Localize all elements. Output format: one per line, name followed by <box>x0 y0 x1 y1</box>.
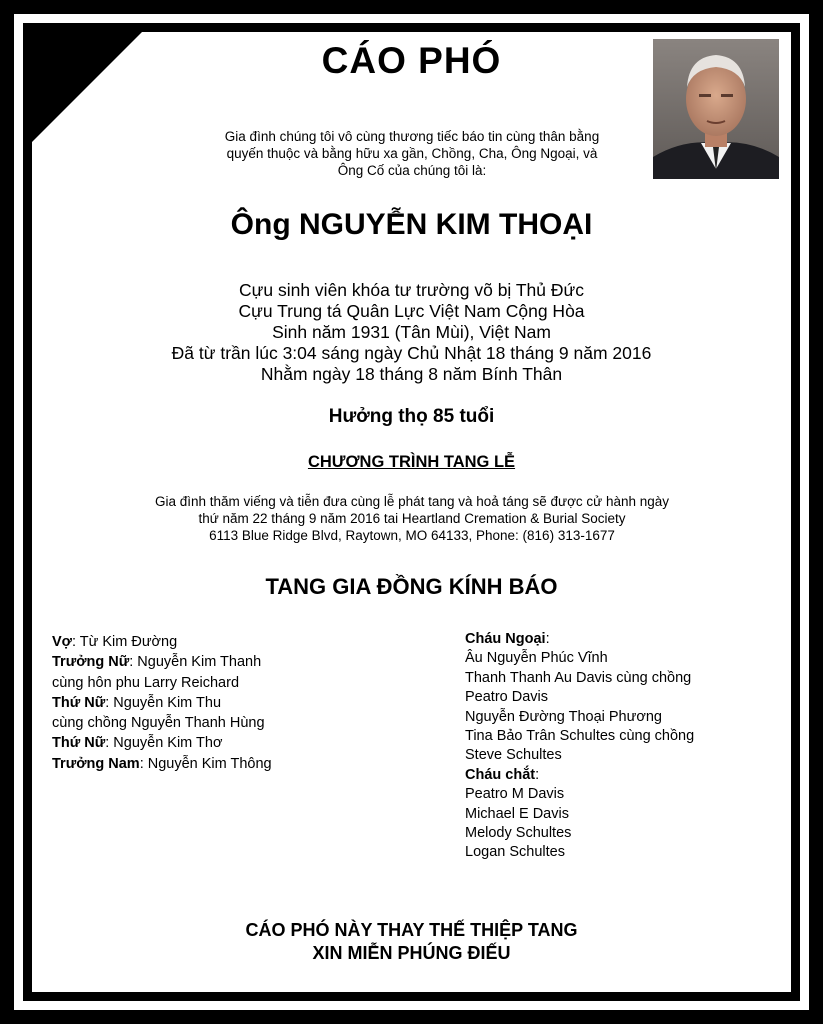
family-row <box>52 652 412 672</box>
family-row <box>52 733 412 753</box>
family-row <box>465 727 775 746</box>
family-row <box>465 766 775 785</box>
relation-separator: : <box>139 755 148 772</box>
family-list-left <box>52 632 412 774</box>
family-row <box>465 824 775 843</box>
relation-separator: : <box>129 654 138 671</box>
deceased-bio <box>32 280 791 385</box>
family-list-right <box>465 630 775 863</box>
relation-label: Thứ Nữ <box>52 735 106 752</box>
program-line: Gia đình thăm viếng và tiễn đưa cùng lễ phát tang và hoả táng sẽ được cử hành ngày <box>154 494 670 509</box>
relative-name: Tina Bảo Trân Schultes cùng chồng <box>465 728 695 745</box>
bio-line: Sinh năm 1931 (Tân Mùi), Việt Nam <box>272 322 551 342</box>
relation-label: Trưởng Nữ <box>52 654 130 671</box>
program-details <box>92 493 732 544</box>
family-row <box>465 805 775 824</box>
relative-name: Logan Schultes <box>465 844 565 861</box>
family-row <box>465 785 775 804</box>
program-line: thứ năm 22 tháng 9 năm 2016 tai Heartland Cremation & Burial Society <box>198 511 626 526</box>
relative-name: Melody Schultes <box>465 825 572 842</box>
relative-name: Từ Kim Đường <box>79 634 178 650</box>
relation-separator: : <box>545 631 550 647</box>
relative-name: Thanh Thanh Au Davis cùng chồng <box>465 669 692 686</box>
footer-note <box>32 919 791 965</box>
family-row <box>52 754 412 774</box>
relation-separator: : <box>535 766 540 783</box>
bio-line: Nhằm ngày 18 tháng 8 năm Bính Thân <box>260 364 563 384</box>
relative-name: Nguyễn Kim Thu <box>113 694 222 711</box>
announcement-heading: TANG GIA ĐỒNG KÍNH BÁO <box>265 574 558 599</box>
footer-line-1: CÁO PHÓ NÀY THAY THẾ THIỆP TANG <box>245 920 578 940</box>
portrait-image-icon <box>653 39 779 179</box>
family-row <box>52 632 412 652</box>
bio-line: Cựu Trung tá Quân Lực Việt Nam Cộng Hòa <box>238 301 585 321</box>
family-row <box>465 708 775 727</box>
intro-line: Gia đình chúng tôi vô cùng thương tiếc báo tin cùng thân bằng <box>224 129 600 144</box>
bio-line: Đã từ trần lúc 3:04 sáng ngày Chủ Nhật 18 tháng 9 năm 2016 <box>171 343 652 363</box>
family-row <box>52 673 412 693</box>
program-heading: CHƯƠNG TRÌNH TANG LỄ <box>307 453 516 471</box>
relative-name: Michael E Davis <box>465 805 569 822</box>
intro-line: Ông Cố của chúng tôi là: <box>337 163 487 178</box>
relative-name: Nguyễn Kim Thông <box>147 755 272 772</box>
relation-label: Cháu Ngoại <box>465 631 546 647</box>
bio-line: Cựu sinh viên khóa tư trường võ bị Thủ Đức <box>239 280 584 300</box>
obituary-page <box>32 32 791 992</box>
relation-label: Trưởng Nam <box>52 755 140 772</box>
relative-name: Nguyễn Kim Thanh <box>137 654 262 671</box>
relative-name: Nguyễn Đường Thoại Phương <box>465 708 662 725</box>
family-row <box>52 713 412 733</box>
relative-name: Âu Nguyễn Phúc Vĩnh <box>465 650 608 667</box>
deceased-name: Ông NGUYỄN KIM THOẠI <box>230 208 593 241</box>
relation-label: Vợ <box>52 634 72 650</box>
family-row <box>465 649 775 668</box>
family-row <box>465 669 775 688</box>
relation-separator: : <box>105 694 114 711</box>
family-row <box>465 843 775 862</box>
footer-line-2: XIN MIỄN PHÚNG ĐIẾU <box>312 943 511 963</box>
intro-line: quyến thuộc và bằng hữu xa gần, Chồng, Cha, Ông Ngoại, và <box>226 146 598 161</box>
relative-name: Steve Schultes <box>465 747 562 764</box>
age-line: Hưởng thọ 85 tuổi <box>328 406 495 427</box>
relative-name: Peatro Davis <box>465 689 549 706</box>
relative-name: cùng chồng Nguyễn Thanh Hùng <box>52 715 265 732</box>
family-row <box>52 693 412 713</box>
relative-name: Nguyễn Kim Thơ <box>113 735 223 752</box>
family-row <box>465 688 775 707</box>
relation-separator: : <box>105 735 114 752</box>
portrait-photo <box>653 39 779 179</box>
relative-name: cùng hôn phu Larry Reichard <box>52 674 240 691</box>
relation-separator: : <box>71 634 80 650</box>
relative-name: Peatro M Davis <box>465 786 565 803</box>
program-line: 6113 Blue Ridge Blvd, Raytown, MO 64133, Phone: (816) 313-1677 <box>209 528 615 543</box>
family-row <box>465 746 775 765</box>
family-row <box>465 630 775 649</box>
page-title: CÁO PHÓ <box>321 40 502 81</box>
relation-label: Thứ Nữ <box>52 694 106 711</box>
intro-text <box>162 128 662 179</box>
relation-label: Cháu chắt <box>465 766 536 783</box>
